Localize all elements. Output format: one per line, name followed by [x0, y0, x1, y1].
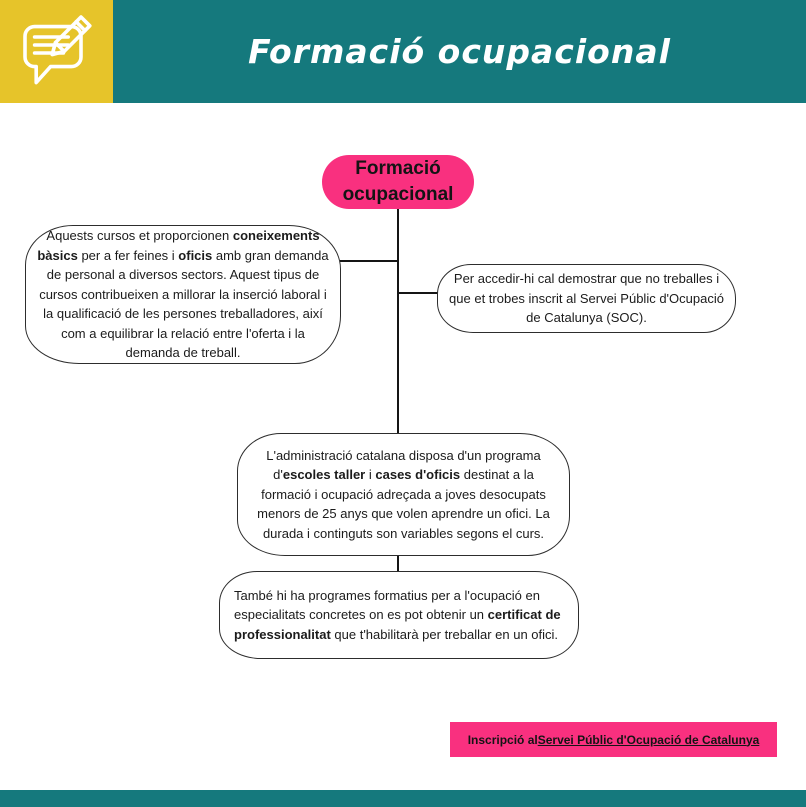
bubble-text: També hi ha programes formatius per a l'ocupació en especialitats concretes on es pot obtenir un certificat de professionalitat que t'habilitarà per treballar en un ofici.	[234, 587, 561, 642]
bubble-escoles-taller	[237, 433, 570, 556]
inscription-banner	[450, 722, 777, 757]
bubble-requisits-acces	[437, 264, 736, 333]
bubble-text: L'administració catalana disposa d'un programa d'escoles taller i cases d'oficis destinat a la formació i ocupació adreçada a joves desocupats menors de 25 anys que volen aprendre un ofici. La durada i continguts son variables segons el curs.	[257, 447, 550, 541]
chat-edit-icon	[16, 9, 98, 94]
page-title: Formació ocupacional	[248, 32, 671, 71]
connector-middle-bottom	[397, 555, 399, 572]
connector-right-branch	[399, 292, 438, 294]
bubble-text: Per accedir-hi cal demostrar que no treballes i que et trobes inscrit al Servei Públic d'Ocupació de Catalunya (SOC).	[449, 271, 724, 326]
logo-tile	[0, 0, 113, 103]
soc-inscription-link[interactable]: Servei Públic d'Ocupació de Catalunya	[537, 732, 760, 747]
bubble-coneixements-basics	[25, 225, 341, 364]
header-bar	[0, 0, 806, 103]
bubble-certificat-professionalitat	[219, 571, 579, 659]
connector-trunk	[397, 207, 399, 435]
root-node-formacio-ocupacional: Formació ocupacional	[322, 155, 474, 209]
bubble-text: Aquests cursos et proporcionen coneixements bàsics per a fer feines i oficis amb gran demanda de personal a diversos sectors. Aquest tipus de cursos contribueixen a millorar la inserció laboral i la qualificació de les persones treballadores, així com a equilibrar la relació entre l'oferta i la demanda de treball.	[37, 228, 329, 361]
footer-bar	[0, 790, 806, 807]
banner-prefix: Inscripció al	[467, 732, 538, 747]
connector-left-branch	[340, 260, 398, 262]
